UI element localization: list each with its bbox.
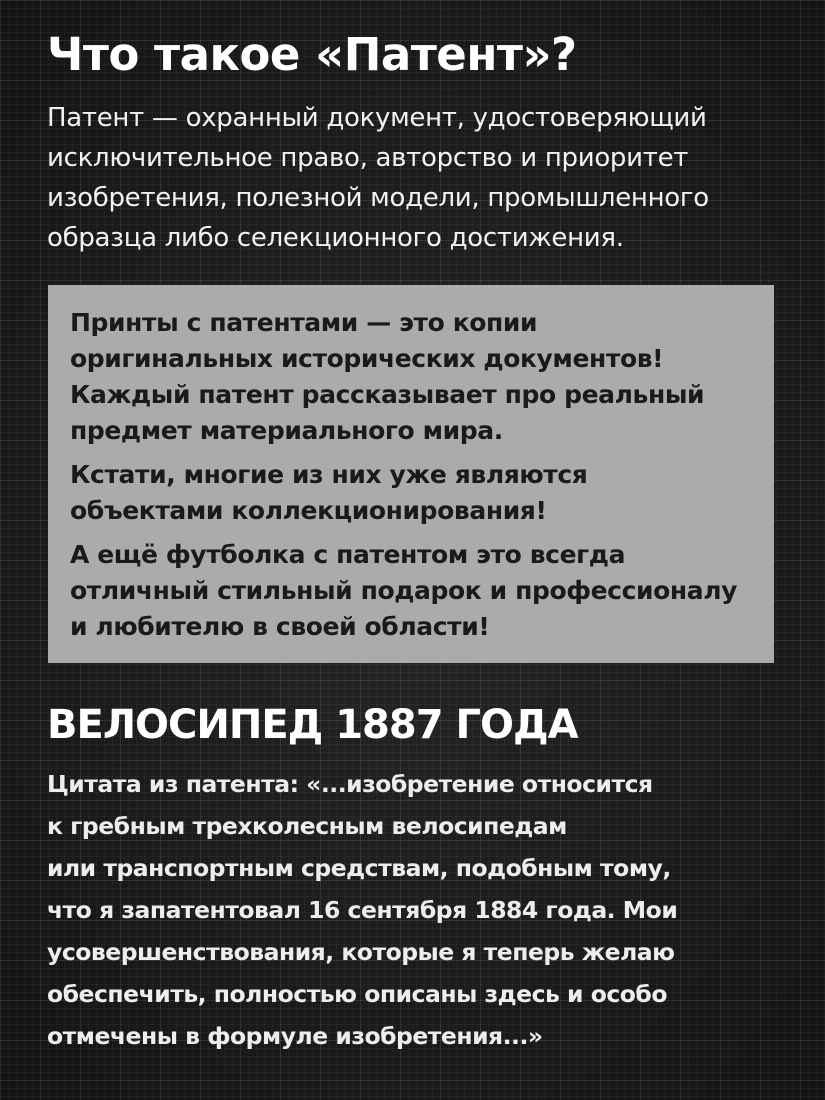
info-line: объектами коллекционирования!: [70, 496, 547, 525]
info-paragraph-collectibles: [70, 457, 754, 529]
info-line: отличный стильный подарок и профессионалу: [70, 576, 738, 605]
info-line: Каждый патент рассказывает про реальный: [70, 380, 705, 409]
definition-line: изобретения, полезной модели, промышленного: [47, 183, 709, 213]
info-line: Принты с патентами — это копии: [70, 308, 538, 337]
info-line: А ещё футболка с патентом это всегда: [70, 540, 626, 569]
info-line: и любителю в своей области!: [70, 612, 490, 641]
info-line: предмет материального мира.: [70, 416, 503, 445]
definition-line: образца либо селекционного достижения.: [47, 223, 624, 253]
quote-line: отмечены в формуле изобретения...»: [47, 1022, 543, 1050]
info-paragraph-gift: [70, 537, 754, 645]
quote-line: к гребным трехколесным велосипедам: [47, 812, 567, 840]
quote-line: Цитата из патента: «...изобретение относится: [47, 770, 653, 798]
page-content: [47, 28, 787, 1057]
quote-line: обеспечить, полностью описаны здесь и особо: [47, 980, 667, 1008]
quote-line: усовершенствования, которые я теперь желаю: [47, 938, 675, 966]
patent-definition: [47, 98, 787, 258]
patent-quote: [47, 763, 787, 1057]
patent-heading: Что такое «Патент»?: [47, 28, 577, 81]
definition-line: Патент — охранный документ, удостоверяющий: [47, 103, 707, 133]
quote-line: или транспортным средствам, подобным тому,: [47, 854, 671, 882]
bicycle-heading: ВЕЛОСИПЕД 1887 ГОДА: [47, 702, 578, 748]
quote-line: что я запатентовал 16 сентября 1884 года. Мои: [47, 896, 678, 924]
info-paragraph-prints: [70, 305, 754, 449]
info-line: Кстати, многие из них уже являются: [70, 460, 588, 489]
info-box: [48, 285, 774, 663]
definition-line: исключительное право, авторство и приоритет: [47, 143, 689, 173]
info-line: оригинальных исторических документов!: [70, 344, 664, 373]
